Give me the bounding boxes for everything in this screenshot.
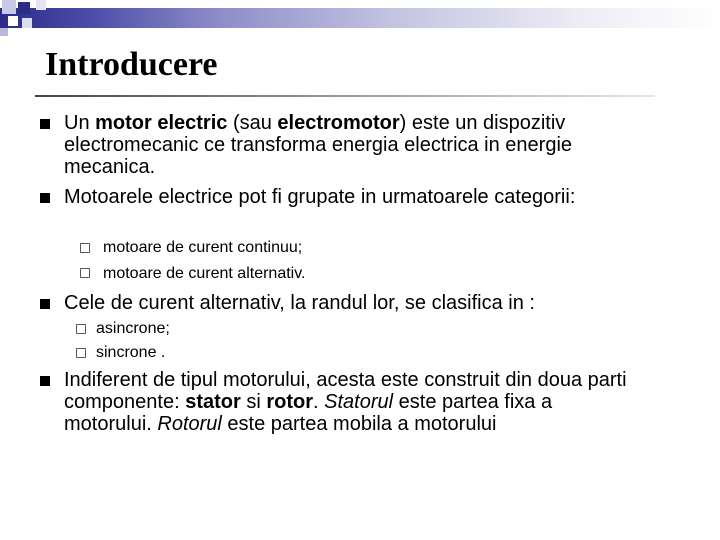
text-run: Un xyxy=(64,112,96,134)
bullet-4-text xyxy=(64,369,634,435)
slide-title: Introducere xyxy=(45,46,218,83)
term-rotorul: Rotorul xyxy=(157,413,222,435)
decorative-square xyxy=(0,28,8,36)
term-rotor: rotor xyxy=(266,391,314,413)
text-run: si xyxy=(240,391,267,413)
header-gradient-strip xyxy=(0,8,720,28)
decorative-square xyxy=(22,18,32,28)
term-stator: stator xyxy=(185,391,241,413)
decorative-square xyxy=(8,16,18,26)
bullet-square-icon xyxy=(40,119,50,129)
bullet-1-text xyxy=(64,112,664,178)
decorative-square xyxy=(18,2,30,14)
sub-bullet-checkbox-icon xyxy=(80,268,90,278)
bullet-square-icon xyxy=(40,299,50,309)
bullet-3-text: Cele de curent alternativ, la randul lor, se clasifica in : xyxy=(64,292,535,314)
bullet-square-icon xyxy=(40,193,50,203)
term-motor-electric: motor electric xyxy=(95,112,228,134)
decorative-header-bar xyxy=(0,0,720,36)
sub-bullet-checkbox-icon xyxy=(76,348,86,358)
text-run: este partea mobila a motorului xyxy=(221,413,497,435)
sub-bullet-checkbox-icon xyxy=(80,243,90,253)
text-run: (sau xyxy=(227,112,278,134)
bullet-2-text: Motoarele electrice pot fi grupate in urmatoarele categorii: xyxy=(64,186,576,208)
term-electromotor: electromotor xyxy=(277,112,400,134)
sub-item-text: asincrone; xyxy=(96,320,170,337)
text-run: Indiferent de tipul motorului, acesta este construit din doua parti componente: xyxy=(64,369,627,413)
bullet-square-icon xyxy=(40,376,50,386)
sub-item-text: motoare de curent alternativ. xyxy=(103,265,306,282)
sub-item-text: motoare de curent continuu; xyxy=(103,239,303,256)
decorative-square xyxy=(36,0,46,10)
decorative-square xyxy=(2,0,16,14)
text-run: . xyxy=(313,391,325,413)
term-statorul: Statorul xyxy=(324,391,394,413)
text-run: ) este un dispozitiv electromecanic ce transforma energia electrica in energie mecanica. xyxy=(64,112,573,178)
sub-item-text: sincrone . xyxy=(96,344,166,361)
title-underline xyxy=(35,95,655,97)
sub-bullet-checkbox-icon xyxy=(76,324,86,334)
text-run: este partea fixa a motorului. xyxy=(64,391,553,435)
